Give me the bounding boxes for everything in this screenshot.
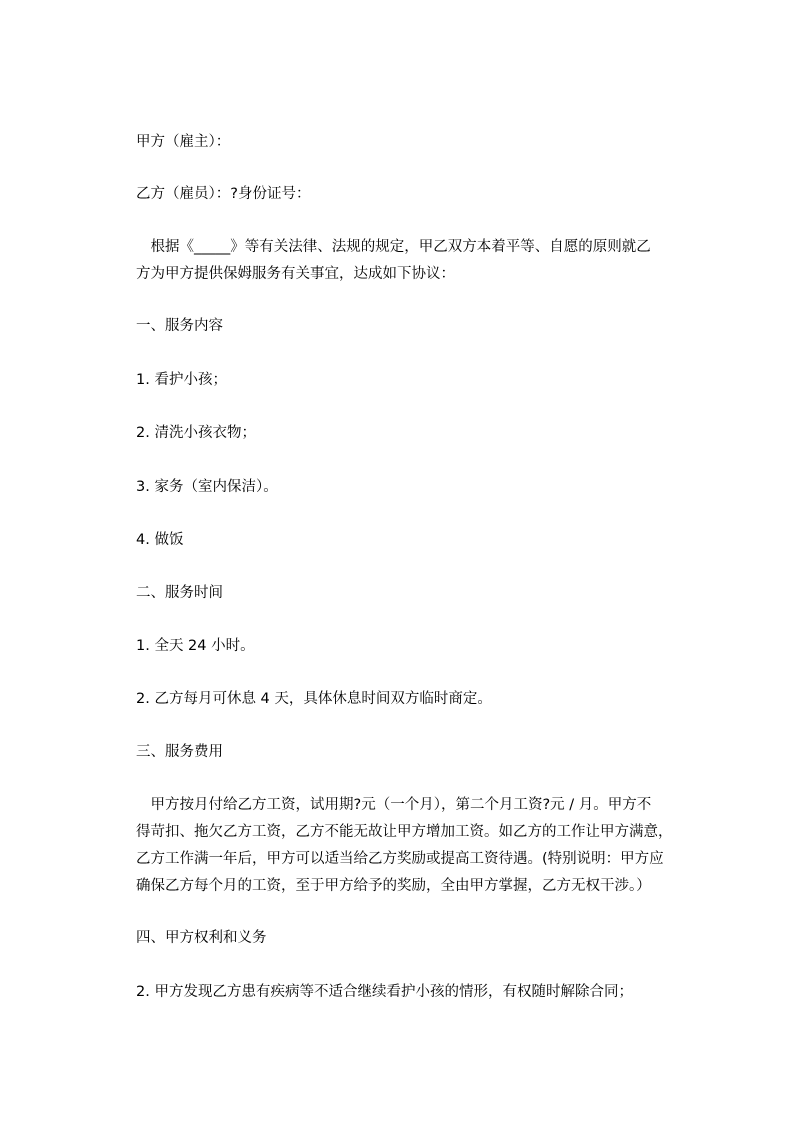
section-3-line-2: 得苛扣、拖欠乙方工资，乙方不能无故让甲方增加工资。如乙方的工作让甲方满意， (136, 824, 673, 840)
section-1-item-1: 1. 看护小孩； (136, 372, 227, 388)
preamble-line-2: 方为甲方提供保姆服务有关事宜，达成如下协议： (136, 266, 455, 282)
section-2-item-1: 1. 全天 24 小时。 (136, 638, 255, 654)
party-a-line: 甲方（雇主）： (136, 134, 231, 150)
section-1-item-3: 3. 家务（室内保洁）。 (136, 479, 278, 495)
section-1-title: 一、服务内容 (136, 318, 223, 334)
section-3-line-4: 确保乙方每个月的工资，至于甲方给予的奖励，全由甲方掌握，乙方无权干涉。） (136, 878, 651, 894)
section-3-line-3: 乙方工作满一年后，甲方可以适当给乙方奖励或提高工资待遇。(特别说明：甲方应 (136, 851, 664, 867)
section-4-title: 四、甲方权利和义务 (136, 930, 267, 946)
party-b-line: 乙方（雇员）：?身份证号： (136, 186, 311, 202)
section-4-item-2: 2. 甲方发现乙方患有疾病等不适合继续看护小孩的情形，有权随时解除合同； (136, 984, 633, 1000)
section-2-title: 二、服务时间 (136, 585, 223, 601)
section-3-title: 三、服务费用 (136, 744, 223, 760)
section-3-line-1: 甲方按月付给乙方工资，试用期?元（一个月），第二个月工资?元 / 月。甲方不 (136, 797, 652, 813)
section-1-item-4: 4. 做饭 (136, 532, 184, 548)
preamble-line-1: 根据《_____》等有关法律、法规的规定，甲乙双方本着平等、自愿的原则就乙 (136, 239, 651, 255)
section-1-item-2: 2. 清洗小孩衣物； (136, 425, 256, 441)
section-2-item-2: 2. 乙方每月可休息 4 天，具体休息时间双方临时商定。 (136, 691, 492, 707)
